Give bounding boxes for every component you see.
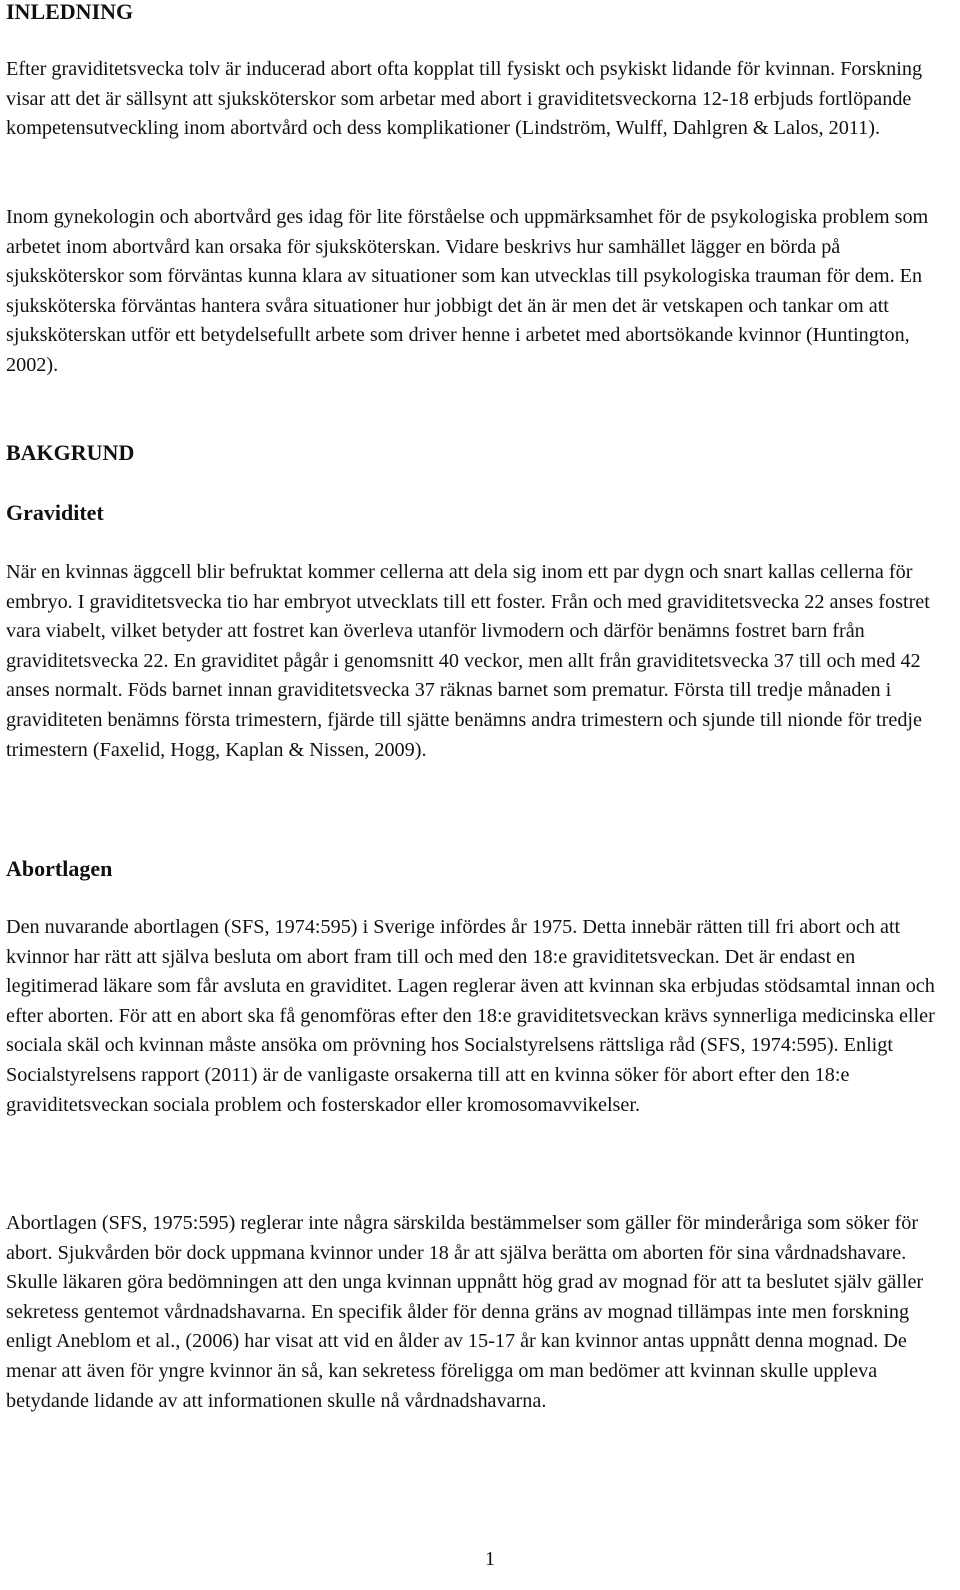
heading-bakgrund: BAKGRUND (6, 440, 135, 465)
paragraph-abortlagen-2: Abortlagen (SFS, 1975:595) reglerar inte några särskilda bestämmelser som gäller för minderåriga som söker för abort. Sjukvården bör dock uppmana kvinnor under 18 år att själva berätta om aborten för sina vårdnadshavare. Skulle läkaren göra bedömningen att den unga kvinnan uppnått hög grad av mognad för att ta beslutet själv gäller sekretess gentemot vårdnadshavarna. En specifik ålder för denna gräns av mognad tillämpas inte men forskning enligt Aneblom et al., (2006) har visat att vid en ålder av 15-17 år kan kvinnor antas uppnått denna mognad. De menar att även för yngre kvinnor än så, kan sekretess föreligga om man bedömer att kvinnan skulle uppleva betydande lidande av att informationen skulle nå vårdnadshavarna. (6, 1212, 924, 1412)
paragraph-intro-2: Inom gynekologin och abortvård ges idag för lite förståelse och uppmärksamhet för de psykologiska problem som arbetet inom abortvård kan orsaka för sjuksköterskan. Vidare beskrivs hur samhället lägger en börda på sjuksköterskor som förväntas kunna klara av situationer som kan utvecklas till psykologiska trauman för dem. En sjuksköterska förväntas hantera svåra situationer hur jobbigt det än är men det är vetskapen och tankar om att sjuksköterskan utför ett betydelsefullt arbete som driver henne i arbetet med abortsökande kvinnor (Huntington, 2002). (6, 206, 929, 376)
heading-graviditet: Graviditet (6, 500, 104, 525)
heading-inledning: INLEDNING (6, 0, 134, 24)
paragraph-abortlagen-1: Den nuvarande abortlagen (SFS, 1974:595) i Sverige infördes år 1975. Detta innebär rätten till fri abort och att kvinnor har rätt att själva besluta om abort fram till och med den 18:e graviditetsveckan. Det är endast en legitimerad läkare som får avsluta en graviditet. Lagen reglerar även att kvinnan ska erbjudas stödsamtal innan och efter aborten. För att en abort ska få genomföras efter den 18:e graviditetsveckan krävs synnerliga medicinska eller sociala skäl och kvinnan måste ansöka om prövning hos Socialstyrelsens rättsliga råd (SFS, 1974:595). Enligt Socialstyrelsens rapport (2011) är de vanligaste orsakerna till att en kvinna söker för abort efter den 18:e graviditetsveckan sociala problem och fosterskador eller kromosomavvikelser. (6, 916, 935, 1116)
paragraph-graviditet: När en kvinnas äggcell blir befruktat kommer cellerna att dela sig inom ett par dygn och snart kallas cellerna för embryo. I graviditetsvecka tio har embryot utvecklats till ett foster. Från och med graviditetsvecka 22 anses fostret vara viabelt, vilket betyder att fostret kan överleva utanför livmodern och därför benämns fostret barn från graviditetsvecka 22. En graviditet pågår i genomsnitt 40 veckor, men allt från graviditetsvecka 37 till och med 42 anses normalt. Föds barnet innan graviditetsvecka 37 räknas barnet som prematur. Första till tredje månaden i graviditeten benämns första trimestern, fjärde till sjätte benämns andra trimestern och sjunde till nionde för tredje trimestern (Faxelid, Hogg, Kaplan & Nissen, 2009). (6, 561, 930, 761)
page-number: 1 (485, 1548, 495, 1570)
heading-abortlagen: Abortlagen (6, 856, 113, 881)
paragraph-intro-1: Efter graviditetsvecka tolv är inducerad abort ofta kopplat till fysiskt och psykiskt lidande för kvinnan. Forskning visar att det är sällsynt att sjuksköterskor som arbetar med abort i graviditetsveckorna 12-18 erbjuds fortlöpande kompetensutveckling inom abortvård och dess komplikationer (Lindström, Wulff, Dahlgren & Lalos, 2011). (6, 58, 923, 140)
